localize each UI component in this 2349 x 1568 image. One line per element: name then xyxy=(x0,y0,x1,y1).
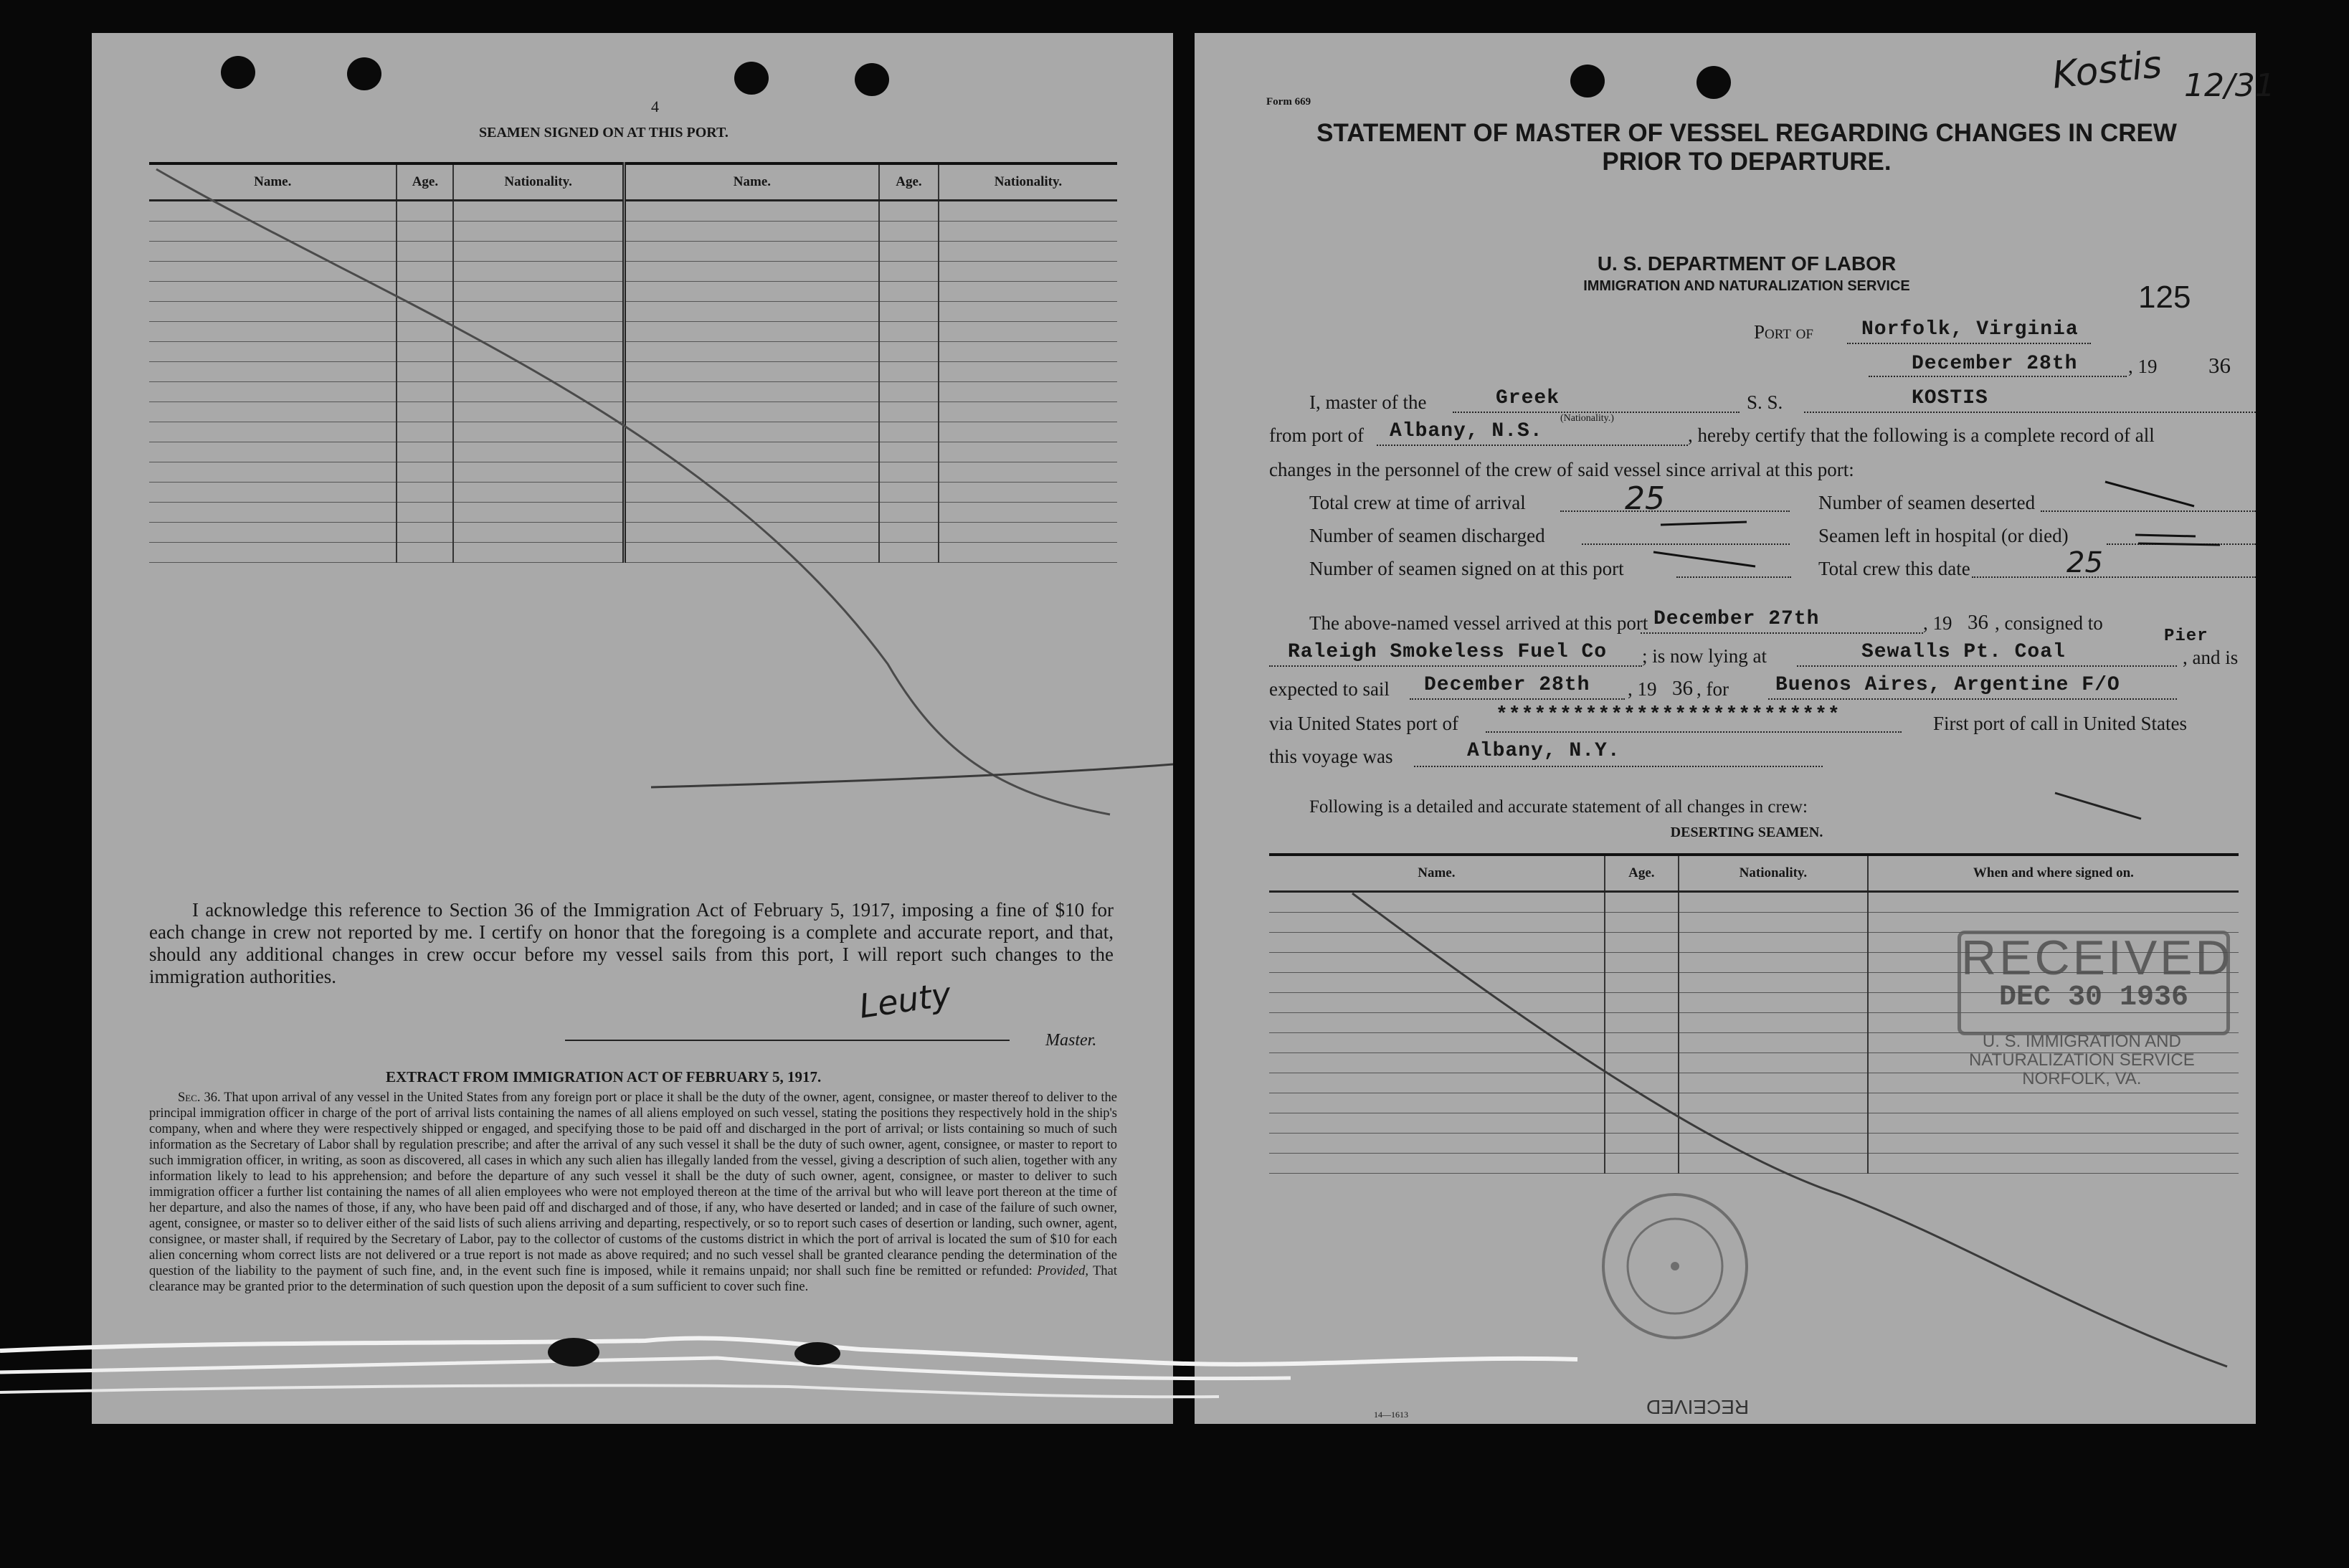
bottom-stamp: RECEIVED xyxy=(1646,1396,1750,1418)
signature-line xyxy=(565,1040,1010,1041)
arrived-text: The above-named vessel arrived at this port xyxy=(1309,612,1648,634)
signed-on-label: Number of seamen signed on at this port xyxy=(1309,558,1624,579)
column-header: Age. xyxy=(1605,855,1679,892)
sail-year-prefix: , 19 xyxy=(1628,678,1657,700)
proviso-body: That clearance may be granted prior to the determination of such question upon the deposit of a sum sufficient to cover such fine. xyxy=(149,1264,1118,1294)
corner-fraction: 12/31 xyxy=(2184,67,2275,104)
service: IMMIGRATION AND NATURALIZATION SERVICE xyxy=(1583,278,1910,294)
certify-text: , hereby certify that the following is a complete record of all xyxy=(1688,424,2155,446)
total-crew-date-label: Total crew this date xyxy=(1818,558,1970,579)
column-header: Name. xyxy=(624,163,879,201)
lying-text: ; is now lying at xyxy=(1642,645,1767,667)
sail-date: December 28th xyxy=(1424,674,1590,696)
column-header: Nationality. xyxy=(939,163,1117,201)
right-page xyxy=(1195,33,2275,1424)
for-text: , for xyxy=(1696,678,1729,700)
stamp-agency xyxy=(1969,1032,2195,1088)
master-signature: Leuty xyxy=(856,974,954,1026)
from-port-value: Albany, N.S. xyxy=(1390,420,1543,442)
acknowledgment-text: I acknowledge this reference to Section 36 of the Immigration Act of February 5, 1917, imposing a fine of $10 for each change in crew not reported by me. I certify on honor that the foregoing is a complete and accurate report, and that, should any additional changes in crew occur before my vessel sails from this port, I will report such changes to the immigration authorities. xyxy=(149,899,1114,987)
page-number: 4 xyxy=(651,98,659,115)
proviso-label: Provided, xyxy=(1037,1264,1089,1278)
column-header: Nationality. xyxy=(1679,855,1868,892)
section-36-text xyxy=(149,1090,1117,1295)
footer-code: 14—1613 xyxy=(1374,1410,1408,1420)
signed-on-title: SEAMEN SIGNED ON AT THIS PORT. xyxy=(479,125,729,141)
hospital-label: Seamen left in hospital (or died) xyxy=(1818,525,2069,546)
title-line-1: STATEMENT OF MASTER OF VESSEL REGARDING CHANGES IN CREW xyxy=(1316,119,2177,147)
year-prefix: , 19 xyxy=(2128,356,2158,377)
ss-label: S. S. xyxy=(1747,391,1783,413)
received-stamp xyxy=(1958,931,2234,1035)
via-value: *************************** xyxy=(1496,704,1841,726)
pier-word: Pier xyxy=(2164,627,2208,646)
stamp-line: NATURALIZATION SERVICE xyxy=(1969,1050,2195,1070)
serial-number: 125 xyxy=(2138,280,2191,315)
total-crew-arrival-value: 25 xyxy=(1625,480,1665,517)
form-number: Form 669 xyxy=(1266,96,1311,108)
column-header: Name. xyxy=(1269,855,1605,892)
lying-location: Sewalls Pt. Coal xyxy=(1861,641,2066,663)
deserting-title: DESERTING SEAMEN. xyxy=(1670,825,1823,840)
year-suffix: 36 xyxy=(2208,353,2231,378)
department: U. S. DEPARTMENT OF LABOR xyxy=(1597,252,1897,275)
via-text: via United States port of xyxy=(1269,713,1458,734)
arrived-year-prefix: , 19 xyxy=(1923,612,1952,634)
voyage-value: Albany, N.Y. xyxy=(1467,740,1620,762)
total-crew-arrival-label: Total crew at time of arrival xyxy=(1309,492,1526,513)
consignee: Raleigh Smokeless Fuel Co xyxy=(1288,641,1608,663)
sail-year: 36 xyxy=(1672,677,1693,700)
changes-text: changes in the personnel of the crew of said vessel since arrival at this port: xyxy=(1269,459,1854,480)
section-label: Sec. 36. xyxy=(178,1091,221,1105)
first-port-text: First port of call in United States xyxy=(1933,713,2187,734)
stamp-date: DEC 30 1936 xyxy=(1998,982,2189,1014)
voyage-text: this voyage was xyxy=(1269,746,1393,767)
left-page xyxy=(92,33,1173,1424)
title-line-2: PRIOR TO DEPARTURE. xyxy=(1602,148,1892,176)
column-header: Name. xyxy=(149,163,397,201)
arrived-date: December 27th xyxy=(1653,608,1820,630)
port-value: Norfolk, Virginia xyxy=(1861,318,2079,341)
seamen-discharged-label: Number of seamen discharged xyxy=(1309,525,1545,546)
master-of-label: I, master of the xyxy=(1309,391,1427,413)
master-label: Master. xyxy=(1045,1031,1097,1050)
port-label: Port of xyxy=(1754,321,1813,343)
column-header: Age. xyxy=(397,163,453,201)
expected-text: expected to sail xyxy=(1269,678,1390,700)
ship-name: KOSTIS xyxy=(1912,387,1988,409)
following-text: Following is a detailed and accurate statement of all changes in crew: xyxy=(1309,797,1808,817)
binding-smear xyxy=(0,1312,2349,1427)
date-value: December 28th xyxy=(1912,353,2078,375)
corner-handwriting: Kostis xyxy=(2050,43,2164,98)
seamen-deserted-label: Number of seamen deserted xyxy=(1818,492,2036,513)
and-is: , and is xyxy=(2183,647,2239,668)
column-header: When and where signed on. xyxy=(1868,855,2239,892)
column-header: Nationality. xyxy=(453,163,624,201)
section-body: That upon arrival of any vessel in the United States from any foreign port or place it shall be the duty of the owner, agent, consignee, or master thereof to deliver to the principal immigration officer in charge of the port of arrival lists containing the names of all aliens employed on such vessel, stating the positions they respectively hold in the ship's company, when and where they were respectively shipped or engaged, and specifying those to be paid off and discharged in the port of arrival; or lists containing so much of such information as the Secretary of Labor shall by regulation prescribe; and after the arrival of any such vessel it shall be the duty of such owner, agent, consignee, or master to report to such immigration officer, in writing, as soon as discovered, all cases in which any such alien has illegally landed from the vessel, giving a description of such alien, together with any information likely to lead to his apprehension; and before the departure of any such vessel it shall be the duty of such owner, agent, consignee, or master to deliver to such immigration officer a further list containing the names of all alien employees who were not employed thereon at the time of the arrival but who will leave port thereon at the time of her departure, and also the names of those, if any, who have been paid off and discharged and of those, if any, who have deserted or landed; and in case of the failure of such owner, agent, consignee, or master so to deliver either of the said lists of such aliens arriving and departing, respectively, or so to report such cases of desertion or landing, such owner, agent, consignee, or master shall, if required by the Secretary of Labor, pay to the collector of customs of the customs district in which the port of arrival is located the sum of $10 for each alien concerning whom correct lists are not delivered or a true report is not made as above required; and no such vessel shall be granted clearance pending the determination of the question of the liability to the payment of such fine, and, in the event such fine is imposed, while it remains unpaid; nor shall such fine be remitted or refunded: xyxy=(149,1091,1117,1278)
total-crew-date-value: 25 xyxy=(2066,546,2103,579)
consigned-text: , consigned to xyxy=(1995,612,2103,634)
destination: Buenos Aires, Argentine F/O xyxy=(1775,674,2120,696)
extract-title: EXTRACT FROM IMMIGRATION ACT OF FEBRUARY 5, 1917. xyxy=(386,1068,822,1085)
stamp-line: NORFOLK, VA. xyxy=(2022,1069,2142,1088)
arrived-year: 36 xyxy=(1968,611,1988,634)
from-port-label: from port of xyxy=(1269,424,1364,446)
nationality-value: Greek xyxy=(1496,387,1560,409)
nationality-caption: (Nationality.) xyxy=(1560,413,1614,424)
stamp-line: U. S. IMMIGRATION AND xyxy=(1982,1032,2181,1051)
stamp-word: RECEIVED xyxy=(1961,931,2234,985)
column-header: Age. xyxy=(879,163,939,201)
